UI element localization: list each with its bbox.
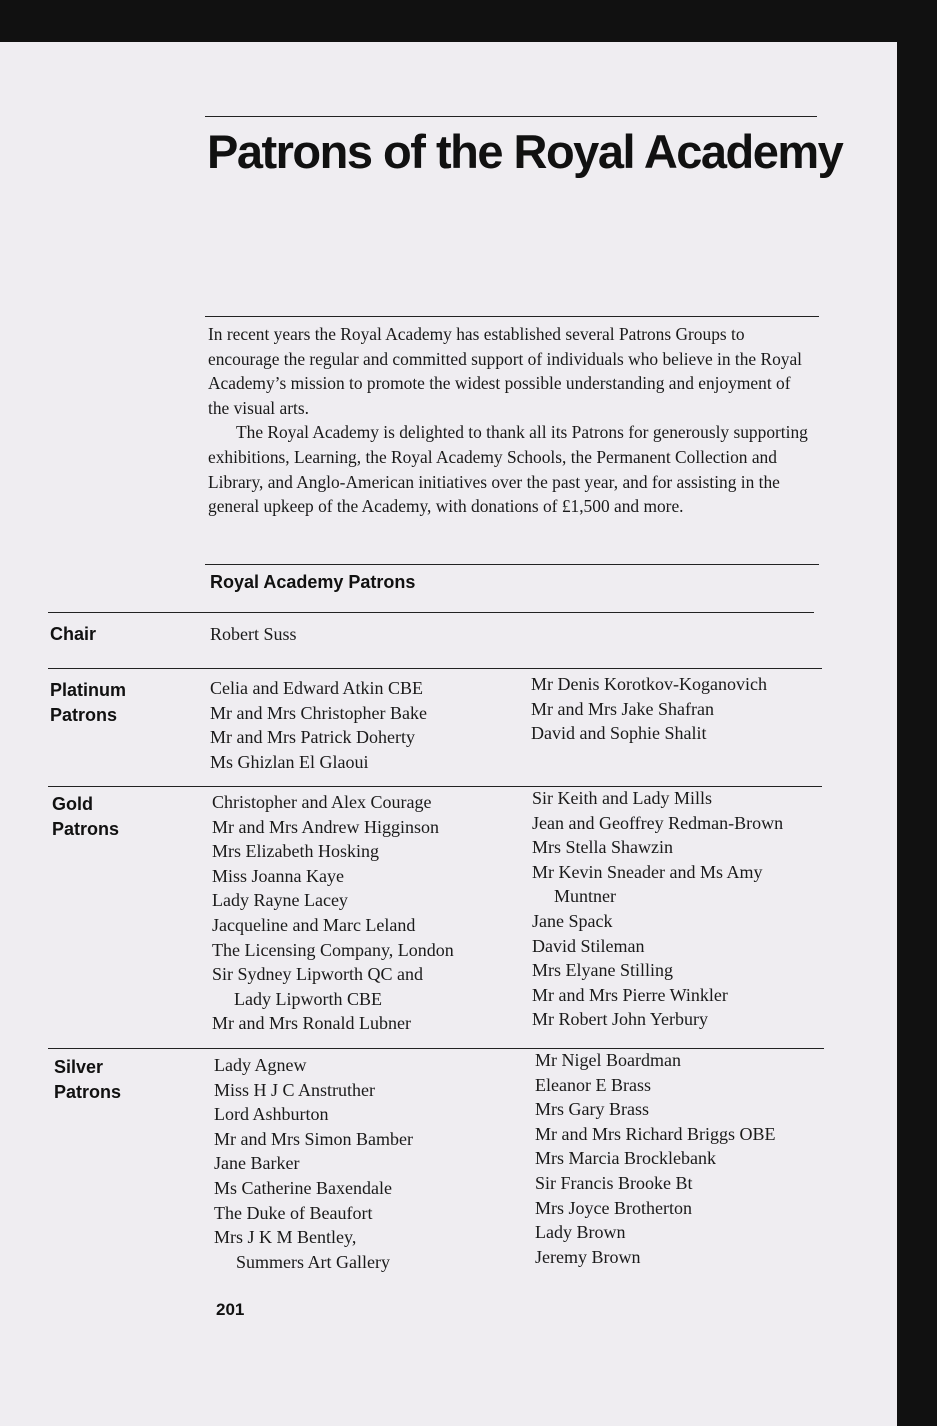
list-item: Mrs Elizabeth Hosking — [212, 841, 379, 862]
list-item: Christopher and Alex Courage — [212, 792, 432, 812]
list-item: Sir Francis Brooke Bt — [535, 1172, 693, 1193]
page-number: 201 — [216, 1300, 245, 1319]
platinum-label: Platinum Patrons — [50, 680, 127, 725]
platinum-right-column — [531, 672, 767, 746]
list-item: Sir Keith and Lady Mills — [532, 788, 712, 808]
list-item: Lady Lipworth CBE — [234, 988, 382, 1009]
list-item: Jean and Geoffrey Redman-Brown — [532, 812, 784, 833]
list-item: Mr and Mrs Ronald Lubner — [212, 1013, 411, 1034]
silver-left-column — [214, 1053, 413, 1274]
list-item: The Duke of Beaufort — [214, 1202, 373, 1223]
chair-names — [210, 622, 297, 647]
list-item: Mr Nigel Boardman — [535, 1050, 681, 1070]
list-item: Lady Brown — [535, 1222, 626, 1243]
list-item: Lady Agnew — [214, 1055, 307, 1075]
list-item: Muntner — [554, 886, 616, 907]
list-item: Mr and Mrs Richard Briggs OBE — [535, 1123, 776, 1144]
section-title: Royal Academy Patrons — [210, 572, 416, 592]
list-item: Mrs Joyce Brotherton — [535, 1197, 692, 1218]
list-item: Robert Suss — [210, 624, 297, 644]
list-item: Mr and Mrs Simon Bamber — [214, 1128, 413, 1149]
list-item: Jane Barker — [214, 1153, 300, 1174]
list-item: Ms Catherine Baxendale — [214, 1177, 392, 1198]
list-item: Jacqueline and Marc Leland — [212, 914, 416, 935]
list-item: Mrs Marcia Brocklebank — [535, 1148, 716, 1169]
list-item: Mrs Elyane Stilling — [532, 960, 673, 981]
silver-right-column — [535, 1048, 775, 1269]
list-item: Lady Rayne Lacey — [212, 890, 348, 911]
title-top-rule — [205, 116, 817, 117]
list-item: Jeremy Brown — [535, 1246, 641, 1267]
list-item: Jane Spack — [532, 910, 613, 931]
intro-text — [208, 322, 808, 519]
chair-label: Chair — [50, 624, 97, 644]
list-item: Mr and Mrs Jake Shafran — [531, 698, 714, 719]
list-item: Eleanor E Brass — [535, 1074, 651, 1095]
gold-left-column — [212, 790, 454, 1036]
platinum-left-column — [210, 676, 427, 774]
list-item: Mr Kevin Sneader and Ms Amy — [532, 861, 763, 882]
list-item: Sir Sydney Lipworth QC and — [212, 964, 423, 985]
list-item: Mrs Gary Brass — [535, 1099, 649, 1120]
page-title: Patrons of the Royal Academy — [207, 125, 843, 178]
list-item: Celia and Edward Atkin CBE — [210, 678, 423, 698]
list-item: Ms Ghizlan El Glaoui — [210, 751, 369, 772]
gold-right-column — [532, 786, 783, 1032]
list-item: Mr and Mrs Christopher Bake — [210, 702, 427, 723]
intro-top-rule — [205, 316, 819, 317]
list-item: Mrs Stella Shawzin — [532, 837, 673, 858]
list-item: David and Sophie Shalit — [531, 723, 707, 744]
intro-paragraph-1: In recent years the Royal Academy has established several Patrons Groups to encourage the regular and committed support of individuals who believe in the Royal Academy’s mission to promote the widest possible understanding and enjoyment of the visual arts. — [208, 324, 803, 418]
list-item: Mr Denis Korotkov-Koganovich — [531, 674, 767, 694]
intro-paragraph-2: The Royal Academy is delighted to thank all its Patrons for generously supporting exhibitions, Learning, the Royal Academy Schools, the Permanent Collection and Library, and Anglo-American initiatives over the past year, and for assisting in the general upkeep of the Academy, with donations of £1,500 and more. — [208, 422, 808, 517]
list-item: Mr and Mrs Andrew Higginson — [212, 816, 439, 837]
list-item: Mrs J K M Bentley, — [214, 1227, 357, 1248]
gold-label: Gold Patrons — [52, 794, 120, 839]
book-page — [0, 42, 897, 1426]
list-item: Lord Ashburton — [214, 1104, 329, 1125]
list-item: David Stileman — [532, 935, 645, 956]
silver-label: Silver Patrons — [54, 1057, 122, 1102]
list-item: Miss Joanna Kaye — [212, 865, 344, 886]
list-item: Summers Art Gallery — [236, 1251, 390, 1272]
list-item: Miss H J C Anstruther — [214, 1079, 376, 1100]
list-item: Mr Robert John Yerbury — [532, 1009, 709, 1030]
chair-rule — [48, 612, 814, 613]
list-item: Mr and Mrs Pierre Winkler — [532, 984, 728, 1005]
section-top-rule — [205, 564, 819, 565]
list-item: Mr and Mrs Patrick Doherty — [210, 727, 415, 748]
list-item: The Licensing Company, London — [212, 939, 454, 960]
platinum-rule — [48, 668, 822, 669]
